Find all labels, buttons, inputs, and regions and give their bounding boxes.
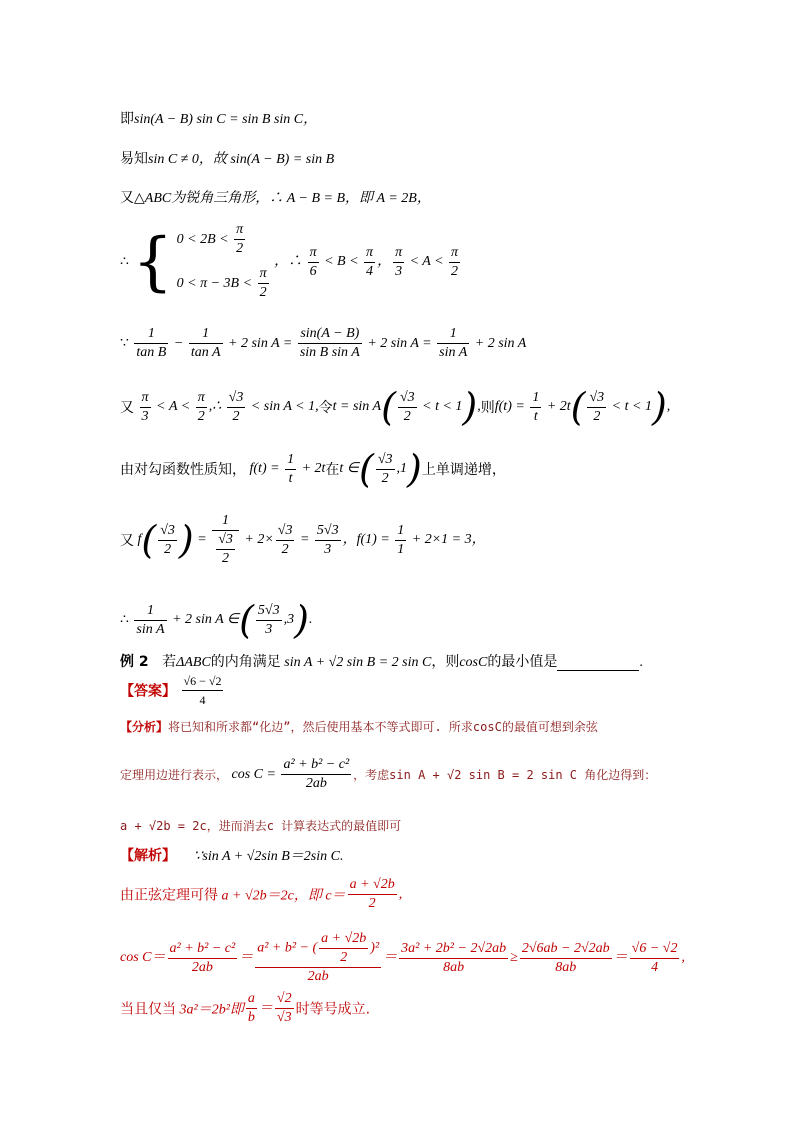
answer-fraction <box>182 672 224 709</box>
example-period: . <box>639 655 643 670</box>
example-triangle: ΔABC <box>176 655 211 670</box>
math-expr: sin C ≠ 0，故 sin(A − B) = sin B <box>148 152 335 167</box>
monotonic-text: 由对勾函数性质知， <box>120 462 246 478</box>
line-5: ∵ $\frac{1}{\text{tan B}}$ − $\frac{1}{\text{tan A}}$ + 2 sin A = $\frac{\sin(A - B)}{\text{sin B sin A}}$ + 2 sin A = $\frac{1}{\text{sin A}}$ + 2 sin A <box>120 326 527 360</box>
solution-line4-suffix: 时等号成立. <box>295 1001 371 1018</box>
text-prefix: 易知 <box>120 151 148 167</box>
text-prefix: 即 <box>120 111 134 127</box>
solution-line-2: 由正弦定理可得 a + √2b＝2c，即 c＝ $\frac{a + √2b}{2}$ , <box>120 877 403 911</box>
triangle-name: ABC <box>144 191 172 206</box>
solution-line4-prefix: 当且仅当 <box>120 1001 176 1018</box>
solution-line-4: 当且仅当 3a²＝2b²即 $\frac{a}{b}$ ＝ $\frac{√2}{√3}$ 时等号成立. <box>120 991 371 1025</box>
analysis-text-3: a + √2b = 2c，进而消去c 计算表达式的最值即可 <box>120 819 402 833</box>
analysis-text-2a: 定理用边进行表示， <box>120 768 229 782</box>
answer-line <box>120 672 225 709</box>
example-suffix: ，则 <box>431 654 460 670</box>
analysis-line-1 <box>120 718 598 736</box>
left-brace: { <box>132 225 174 299</box>
line-3 <box>120 187 431 207</box>
again-text: 又 <box>120 533 134 549</box>
line-1 <box>120 108 317 128</box>
line-9: ∴ $\frac{1}{\text{sin A}}$ + 2 sin A ∈( $\frac{5√3}{3}$ ,3). <box>120 598 313 642</box>
example-mid: 的内角满足 <box>210 654 281 670</box>
because-symbol: ∵ <box>120 336 129 351</box>
solution-line-3: cos C＝ $\frac{\text{a² + b² − c²}}{2ab}$ ＝ a² + b² − ( $\frac{a + √2b}{2}$ )² 2ab ＝ $\frac{\text{3a² + 2b² − 2√2ab}}{8ab}$ ≥ $\frac{2√6ab - 2√2ab}{8ab}$ ＝ $\frac{√6 - √2}{4}$ , <box>120 931 685 984</box>
analysis-line-2: 定理用边进行表示， cos C = $\frac{\text{a² + b² − c²}}{2ab}$ ，考虑sin A + √2 sin B = 2 sin C 角化边得到： <box>120 757 657 791</box>
text-body: 为锐角三角形，∴ A − B = B，即 A = 2B， <box>171 191 431 206</box>
analysis-text-2b: ，考虑sin A + √2 sin B = 2 sin C 角化边得到： <box>353 768 657 782</box>
solution-line-1 <box>120 845 344 865</box>
line-4-system: ∴ { 0 < 2B < $\frac{\pi}{2}$ 0 < π − 3B < $\frac{\pi}{2}$ ，∴ $\frac{\pi}{6}$ < B < $\frac{\pi}{4}$ ， $\frac{\pi}{3}$ < A < $\frac{\pi}{2}$ <box>120 222 459 301</box>
answer-denominator: 4 <box>199 693 206 707</box>
analysis-label: 【分析】 <box>120 720 169 734</box>
solution-label: 【解析】 <box>120 848 176 864</box>
example-label: 例 2 <box>120 654 149 670</box>
therefore-symbol: ∴ <box>120 612 129 628</box>
example-end: 的最小值是 <box>487 654 558 670</box>
example-2 <box>120 651 643 671</box>
solution-line4-math: 3a²＝2b²即 <box>179 1002 244 1018</box>
math-expr: sin(A − B) sin C = sin B sin C， <box>134 112 318 127</box>
line-7: 由对勾函数性质知， f(t) = $\frac{1}{t}$ + 2t在t ∈( $\frac{√3}{2}$ ,1)上单调递增， <box>120 447 506 491</box>
line-6: 又 $\frac{\pi}{3}$ < A < $\frac{\pi}{2}$ ,∴ $\frac{√3}{2}$ < sin A < 1,令t = sin A( $\frac{√3}{2}$ < t < 1),则f(t) = $\frac{1}{t}$ + 2t( $\frac{√3}{2}$ < t < 1), <box>120 385 671 429</box>
text-prefix: 又△ <box>120 190 145 206</box>
example-cosC: cosC <box>459 655 488 670</box>
example-condition: sin A + √2 sin B = 2 sin C <box>284 655 432 670</box>
example-prefix: 若 <box>162 654 177 670</box>
answer-numerator: √6 − √2 <box>182 672 224 691</box>
analysis-line-3 <box>120 817 401 835</box>
solution-line2-math: a + √2b＝2c，即 c＝ <box>221 888 346 904</box>
solution-text: ∵sin A + √2sin B＝2sin C. <box>193 849 344 864</box>
solution-line2-prefix: 由正弦定理可得 <box>120 887 218 904</box>
monotonic-text-2: 上单调递增， <box>421 462 506 478</box>
answer-label: 【答案】 <box>120 683 176 700</box>
line-8: 又 f( $\frac{√3}{2}$ ) = $\frac{1}{\frac{√3}{2}}$ + 2× $\frac{√3}{2}$ = $\frac{5√3}{3}$ ，f(1) = $\frac{1}{1}$ + 2×1 = 3， <box>120 513 486 566</box>
answer-blank[interactable] <box>557 656 639 671</box>
line-2 <box>120 148 334 168</box>
analysis-text-1: 将已知和所求都“化边”，然后使用基本不等式即可. 所求cosC的最值可想到余弦 <box>168 720 598 734</box>
